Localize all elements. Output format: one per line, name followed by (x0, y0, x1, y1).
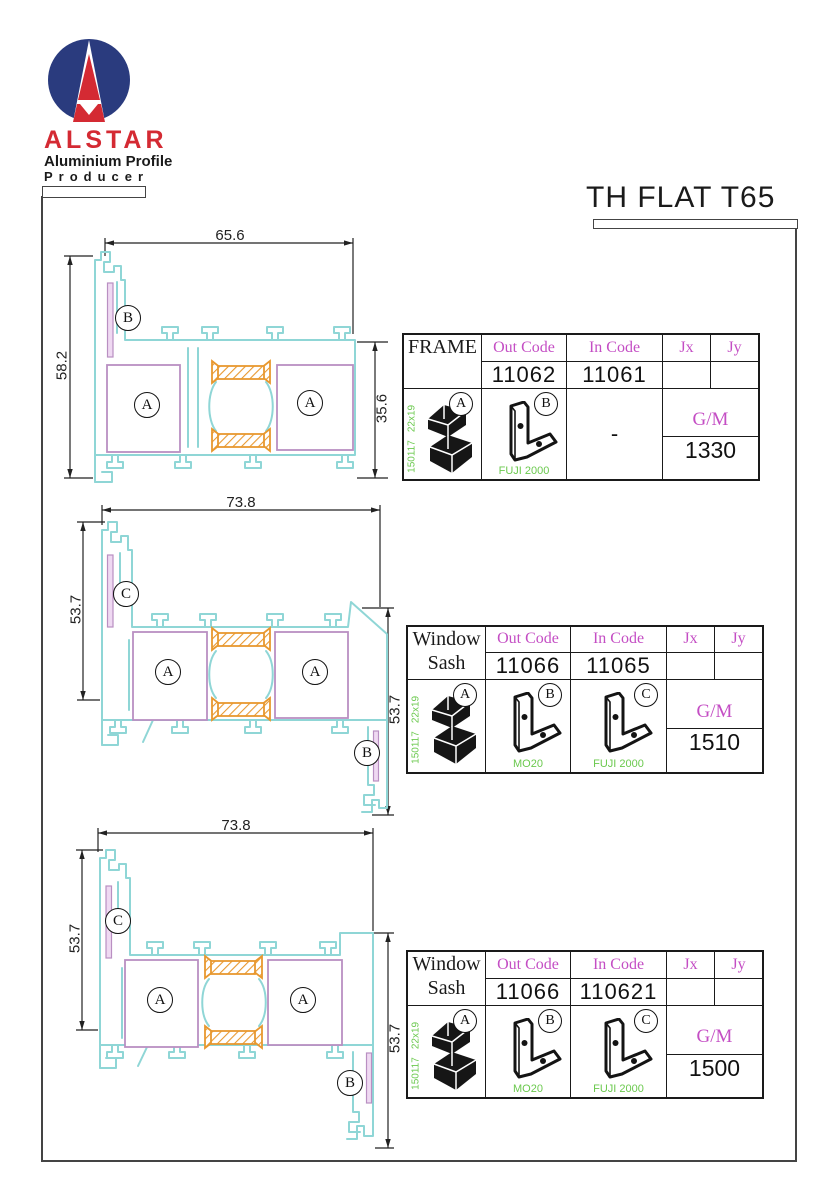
dim-width: 65.6 (215, 227, 245, 244)
accessory-b-cell (482, 388, 567, 480)
accessory-a-letter: A (449, 392, 473, 416)
jx-header: Jx (667, 626, 715, 652)
accessory-c-letter: C (634, 1009, 658, 1033)
accessory-b-cell (486, 1005, 571, 1098)
accessory-c-label: FUJI 2000 (593, 1083, 644, 1095)
dim-height-left: 53.7 (66, 923, 84, 954)
title-underline-box (593, 219, 798, 229)
company-logo (47, 38, 131, 127)
gm-value: 1330 (684, 437, 737, 464)
dim-width: 73.8 (226, 494, 256, 511)
out-code-header: Out Code (486, 626, 571, 652)
in-code-header: In Code (571, 626, 667, 652)
jx-header: Jx (667, 951, 715, 978)
in-code-header: In Code (567, 334, 663, 361)
accessory-c-cell (571, 679, 667, 773)
gasket-strip-b (108, 283, 114, 357)
sash-spec-table-1 (406, 625, 764, 774)
accessory-a-size: 22x19 (406, 404, 418, 432)
sash-spec-table-2 (406, 950, 764, 1099)
accessory-c-label: FUJI 2000 (593, 758, 644, 770)
table-name-cell: Window Sash (407, 626, 486, 679)
sash-cross-section (50, 495, 400, 823)
gm-cell (667, 1005, 764, 1098)
in-code-value: 110621 (571, 978, 667, 1005)
sheet-title: TH FLAT T65 (586, 181, 776, 214)
brand-subtitle-2: Producer (44, 169, 150, 184)
jy-header: Jy (711, 334, 760, 361)
in-code-value: 11061 (567, 361, 663, 388)
dim-height-right: 35.6 (373, 393, 391, 424)
dim-height-right: 53.7 (386, 1023, 404, 1054)
accessory-b-label: FUJI 2000 (498, 465, 550, 477)
sash-profile-drawing-1 (50, 494, 404, 823)
accessory-a-size: 22x19 (410, 1021, 422, 1049)
gm-label: G/M (667, 695, 762, 729)
out-code-value: 11062 (482, 361, 567, 388)
out-code-header: Out Code (482, 334, 567, 361)
out-code-value: 11066 (486, 978, 571, 1005)
jx-value (667, 652, 715, 679)
accessory-a-cell (403, 388, 482, 480)
gm-label: G/M (667, 1021, 762, 1055)
accessory-b-label: MO20 (513, 758, 543, 770)
part-label-c: C (105, 908, 131, 934)
accessory-a-code: 150117 (410, 730, 422, 764)
jx-value (667, 978, 715, 1005)
dim-height-right: 53.7 (386, 694, 404, 725)
thermal-break-bars (212, 361, 270, 451)
accessory-c-letter: C (634, 683, 658, 707)
brand-name: ALSTAR (44, 126, 168, 154)
sash-profile-drawing-2 (50, 817, 404, 1160)
accessory-a-code: 150117 (406, 439, 418, 473)
dim-width: 73.8 (221, 817, 251, 834)
page-border-bottom (41, 1160, 797, 1162)
accessory-a-letter: A (453, 683, 477, 707)
frame-spec-table (402, 333, 760, 481)
thermal-break-bars (212, 628, 270, 720)
accessory-b-letter: B (538, 1009, 562, 1033)
jy-value (711, 361, 760, 388)
dimension-lines (76, 828, 394, 1148)
jy-header: Jy (715, 951, 764, 978)
part-label-b: B (354, 740, 380, 766)
jx-value (663, 361, 711, 388)
gasket-strip-b (367, 1053, 372, 1103)
accessory-a-letter: A (453, 1009, 477, 1033)
alstar-logo-icon (47, 38, 131, 122)
accessory-b-letter: B (534, 392, 558, 416)
table-name-cell: Window Sash (407, 951, 486, 1005)
border-tab-box (42, 186, 146, 198)
sash-cross-section (50, 820, 400, 1160)
frame-profile-drawing (50, 227, 395, 495)
table-name-cell (403, 334, 482, 388)
jy-value (715, 978, 764, 1005)
accessory-b-cell (486, 679, 571, 773)
part-label-a1: A (134, 392, 160, 418)
accessory-a-code: 150117 (410, 1056, 422, 1090)
page-border-left (41, 196, 43, 1162)
part-label-a2: A (302, 659, 328, 685)
accessory-b-label: MO20 (513, 1083, 543, 1095)
thermal-break-bars (205, 956, 262, 1048)
in-code-value: 11065 (571, 652, 667, 679)
gm-cell (667, 679, 764, 773)
accessory-c-cell: - (567, 388, 663, 480)
part-label-b: B (115, 305, 141, 331)
in-code-header: In Code (571, 951, 667, 978)
dim-height-left: 53.7 (67, 594, 85, 625)
part-label-a1: A (155, 659, 181, 685)
gm-label: G/M (663, 403, 758, 437)
part-label-a2: A (290, 987, 316, 1013)
table-name: Window (412, 953, 481, 975)
out-code-value: 11066 (486, 652, 571, 679)
gm-value: 1500 (688, 1054, 741, 1081)
part-label-a1: A (147, 987, 173, 1013)
gm-cell (663, 388, 760, 480)
dim-height-left: 58.2 (53, 350, 71, 381)
part-label-a2: A (297, 390, 323, 416)
part-label-c: C (113, 581, 139, 607)
jx-header: Jx (663, 334, 711, 361)
gm-value: 1510 (688, 729, 741, 756)
brand-subtitle-1: Aluminium Profile (44, 153, 173, 170)
part-label-b: B (337, 1070, 363, 1096)
table-name: Window (412, 628, 481, 650)
jy-value (715, 652, 764, 679)
table-name: FRAME (408, 336, 477, 358)
accessory-b-letter: B (538, 683, 562, 707)
out-code-header: Out Code (486, 951, 571, 978)
frame-cross-section (50, 230, 395, 495)
accessory-c-cell (571, 1005, 667, 1098)
accessory-a-size: 22x19 (410, 695, 422, 723)
accessory-a-cell (407, 1005, 486, 1098)
jy-header: Jy (715, 626, 764, 652)
accessory-a-cell (407, 679, 486, 773)
page-border-right (795, 226, 797, 1162)
